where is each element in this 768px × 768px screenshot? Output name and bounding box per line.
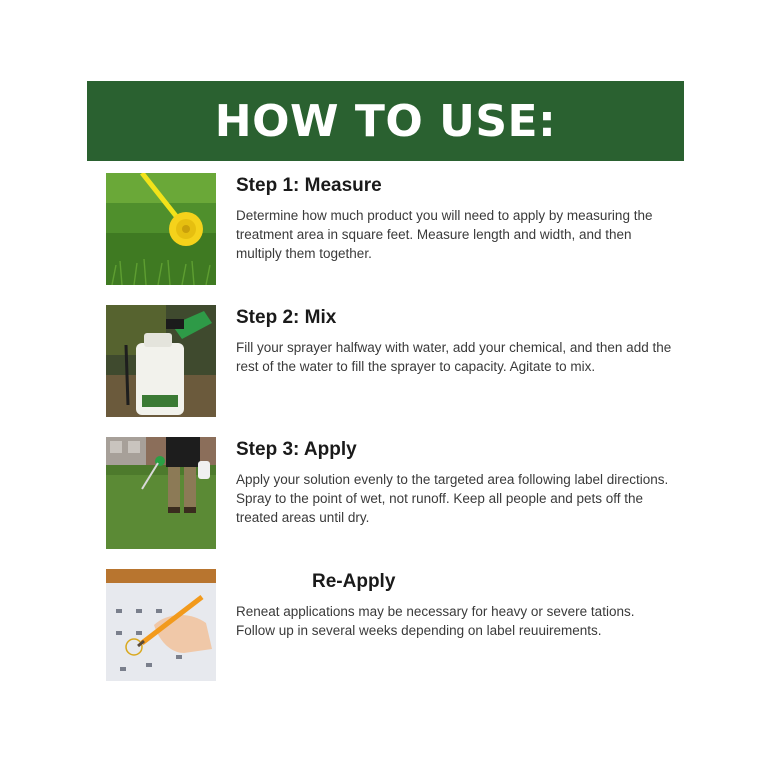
step-description: Determine how much product you will need to apply by measuring the treatment area in square feet. Measure length and width, and then multiply them together. [236, 208, 653, 261]
step-description: Reneat applications may be necessary for heavy or severe tations. Follow up in several weeks depending on label reuuirements. [236, 604, 635, 638]
step-mix [106, 305, 676, 417]
calendar-pencil-photo [106, 569, 216, 681]
sprayer-icon [106, 305, 216, 417]
step-title: Step 1: Measure [236, 175, 382, 196]
step-description: Fill your sprayer halfway with water, add your chemical, and then add the rest of the water to fill the sprayer to capacity. Agitate to mix. [236, 340, 672, 374]
step-reapply [106, 569, 676, 681]
step-title: Step 3: Apply [236, 439, 357, 460]
calendar-pencil-icon [106, 569, 216, 681]
sprayer-mixing-photo [106, 305, 216, 417]
step-title: Re-Apply [312, 571, 396, 592]
step-title: Step 2: Mix [236, 307, 337, 328]
spraying-lawn-photo [106, 437, 216, 549]
step-measure [106, 173, 676, 285]
measuring-tape-icon [106, 173, 216, 285]
measuring-tape-on-grass-photo [106, 173, 216, 285]
step-apply [106, 437, 676, 549]
page-title: HOW TO USE: [214, 95, 557, 147]
person-spraying-icon [106, 437, 216, 549]
step-description: Apply your solution evenly to the targeted area following label directions. Spray to the point of wet, not runoff. Keep all people and pets off the treated areas until dry. [236, 472, 669, 525]
header-banner [87, 81, 684, 161]
